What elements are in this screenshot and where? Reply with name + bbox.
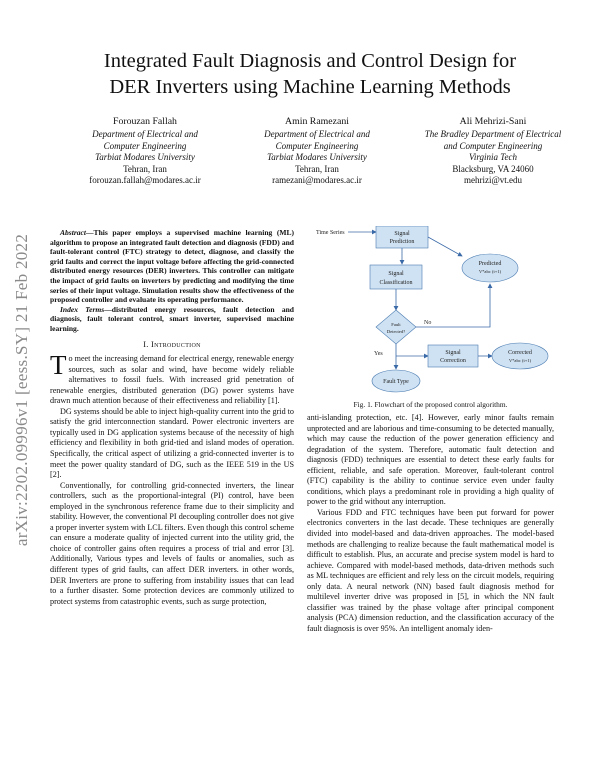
no-label: No bbox=[424, 320, 432, 326]
intro-paragraph-1 bbox=[50, 350, 294, 407]
abstract-text: —This paper employs a supervised machine learning (ML) algorithm to propose an integrated fault detection and diagnosis (FDD) and fault-tolerant control (FTC) strategy to detect, diagnose, and classify the grid faults and correct the input voltage before affecting the grid-connected distributed energy resources (DER) inverters. This controller can mitigate the impact of grid faults on inverters by predicting and modifying the time series of their input voltage. Simulation results show the effectiveness of the proposed controller and evaluate its operating performance. bbox=[50, 228, 294, 305]
yes-label: Yes bbox=[374, 351, 383, 357]
author-city: Blacksburg, VA 24060 bbox=[452, 163, 534, 174]
author-block bbox=[60, 116, 580, 196]
index-terms-lead: Index Terms bbox=[60, 304, 105, 314]
author-dept-line-1: Department of Electrical and bbox=[92, 129, 198, 140]
author-name: Forouzan Fallah bbox=[113, 116, 177, 127]
predicted-node bbox=[462, 254, 518, 282]
author-email: mehrizi@vt.edu bbox=[463, 175, 523, 186]
intro-paragraph-3: Conventionally, for controlling grid-connected inverters, the linear controllers, such as the proportional-integral (PI) control, have been employed in the synchronous reference frame due to their simplicity and stability. However, the conventional PI decoupling controller does not give a proper inverter system with LCL filters. Even though this control scheme can ensure a moderate quality of injected current into the utility grid, the choice of controller gains often requires a process of trial and error [3]. Additionally, Various types and levels of faults or anomalies, such as different types of grid faults, can affect DER inverters. in other words, DER Inverters are prone to suffering from instability issues that can lead to a further disaster. Some protection devices are commonly utilized to protect systems from catastrophic events, such as surge protection, bbox=[50, 480, 294, 606]
author-1 bbox=[60, 116, 230, 186]
fault-detected-label-1: Fault bbox=[391, 322, 401, 327]
author-institution: Tarbiat Modares University bbox=[267, 152, 367, 163]
paper-title bbox=[40, 48, 580, 100]
signal-classification-label-2: Classification bbox=[379, 280, 413, 286]
corrected-label-2: V*abc (t+1) bbox=[508, 358, 532, 363]
author-institution: Virginia Tech bbox=[469, 152, 517, 163]
signal-prediction-label-1: Signal bbox=[394, 231, 410, 237]
corrected-label-1: Corrected bbox=[508, 350, 532, 356]
author-city: Tehran, Iran bbox=[123, 163, 167, 174]
corrected-node bbox=[492, 343, 548, 369]
drop-cap: T bbox=[50, 350, 67, 381]
signal-correction-label-2: Correction bbox=[440, 358, 466, 364]
left-column bbox=[50, 228, 294, 607]
abstract bbox=[50, 228, 294, 305]
signal-classification-label-1: Signal bbox=[388, 271, 404, 277]
arxiv-stamp bbox=[10, 210, 34, 570]
title-line-2: DER Inverters using Machine Learning Methods bbox=[109, 76, 511, 98]
author-city: Tehran, Iran bbox=[295, 163, 339, 174]
index-terms bbox=[50, 305, 294, 334]
right-paragraph-2: Various FDD and FTC techniques have been put forward for power electronics converters in the last decade. These techniques are generally divided into model-based and data-driven approaches. The model-based methods are challenging to realize because the fault mathematical model is difficult to establish. Plus, an accurate and precise system model is hard to achieve. Compared with model-based methods, data-driven methods such as ML techniques are efficient and rely less on the circuit models, requiring only data. A neural network (NN) based fault diagnosis method for multilevel inverter drive was proposed in [5], in which the NN fault classifier was trained by the phase voltage after principal component analysis (PCA) dimension reduction, and the classification accuracy of the fault diagnosis is over 95%. An intelligent anomaly iden- bbox=[307, 507, 554, 633]
arxiv-identifier: arXiv:2202.09996v1 [eess.SY] 21 Feb 2022 bbox=[12, 233, 31, 547]
author-dept-line-2: Computer Engineering bbox=[103, 140, 187, 151]
author-email: ramezani@modares.ac.ir bbox=[272, 175, 362, 186]
title-line-1: Integrated Fault Diagnosis and Control Design for bbox=[103, 50, 517, 72]
signal-prediction-label-2: Prediction bbox=[389, 239, 415, 245]
author-3 bbox=[408, 116, 578, 186]
section-heading: I. Introduction bbox=[143, 339, 201, 349]
arrow-to-predicted bbox=[428, 237, 462, 256]
signal-correction-label-1: Signal bbox=[445, 350, 461, 356]
author-email: forouzan.fallah@modares.ac.ir bbox=[89, 175, 201, 186]
abstract-lead: Abstract bbox=[60, 228, 86, 237]
author-institution: Tarbiat Modares University bbox=[95, 152, 195, 163]
author-name: Amin Ramezani bbox=[285, 116, 349, 127]
author-2 bbox=[232, 116, 402, 186]
right-column bbox=[307, 413, 554, 634]
predicted-label-1: Predicted bbox=[478, 261, 502, 267]
flowchart-figure bbox=[312, 226, 552, 396]
predicted-label-2: V*abc (t+1) bbox=[478, 269, 502, 274]
intro-paragraph-2: DG systems should be able to inject high-quality current into the grid to satisfy the grid interconnection standard. Power electronic inverters are typically used in DG application systems because of the necessity of high efficiency and flexibility in both grid-tied and island modes of operation. Specifically, the critical aspect of utilizing a grid-connected inverter is to meet the power quality standard of DG, such as the IEEE 519 in the US [2]. bbox=[50, 406, 294, 480]
fault-detected-decision bbox=[376, 310, 416, 344]
flowchart-svg bbox=[312, 226, 552, 396]
author-dept-line-2: Computer Engineering bbox=[275, 140, 359, 151]
author-dept-line-1: Department of Electrical and bbox=[264, 129, 370, 140]
index-terms-text: —distributed energy resources, fault detection and diagnosis, fault tolerant control, smart inverter, supervised machine learning. bbox=[50, 304, 294, 333]
author-dept-line-2: and Computer Engineering bbox=[443, 140, 543, 151]
fault-type-label: Fault Type bbox=[383, 379, 409, 385]
paragraph-text: o meet the increasing demand for electrical energy, renewable energy sources, such as solar and wind, have become widely reliable alternatives to fossil fuels. With increased grid penetration of renewable energies, distributed generation (DG) power systems have drawn much attention because of their effectiveness and reliability [1]. bbox=[50, 354, 294, 406]
fault-detected-label-2: Detected? bbox=[386, 329, 406, 334]
figure-caption: Fig. 1. Flowchart of the proposed control algorithm. bbox=[353, 400, 508, 409]
author-name: Ali Mehrizi-Sani bbox=[459, 116, 527, 127]
author-dept-line-1: The Bradley Department of Electrical bbox=[424, 129, 562, 140]
right-paragraph-1: anti-islanding protection, etc. [4]. However, early minor faults remain unprotected and are laborious and time-consuming to be detected manually, which may cause the reduction of the power generation efficiency and degradation of the system. Therefore, automatic fault detection and diagnosis (FDD) techniques are essential to detect these early faults for efficient, reliable, and safe operation. Moreover, fault-tolerant control (FTC) capability is the ability to continue service even under faulty conditions, which plays a predominant role in providing a high quality of power to the grid without any interruption. bbox=[307, 413, 554, 507]
time-series-label: Time Series bbox=[316, 230, 345, 236]
